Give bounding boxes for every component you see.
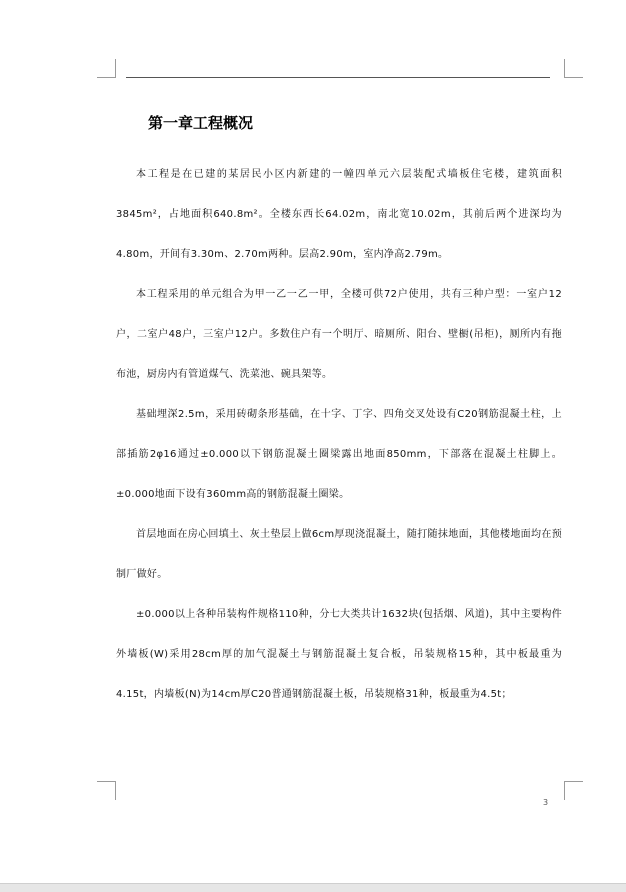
paragraph-components: ±0.000以上各种吊装构件规格110种，分七大类共计1632块(包括烟、风道)，其中主要构件外墙板(W)采用28cm厚的加气混凝土与钢筋混凝土复合板，吊装规格15种，其中板最重为4.15t，内墙板(N)为14cm厚C20普通钢筋混凝土板，吊装规格31种，板最重为4.5t； [116, 609, 562, 700]
paragraph-ground-floor: 首层地面在房心回填土、灰土垫层上做6cm厚现浇混凝土，随打随抹地面，其他楼地面均在预制厂做好。 [116, 529, 562, 580]
crop-mark-bottom-right [564, 781, 583, 800]
crop-mark-top-right [564, 59, 583, 78]
page-number: 3 [543, 798, 549, 807]
body-text [116, 155, 562, 715]
crop-mark-top-left [97, 59, 116, 78]
chapter-title: 第一章工程概况 [148, 114, 254, 132]
header-rule [126, 77, 550, 78]
paragraph-overview: 本工程是在已建的某居民小区内新建的一幢四单元六层装配式墙板住宅楼，建筑面积3845m²，占地面积640.8m²。全楼东西长64.02m，南北宽10.02m，其前后两个进深均为4.80m，开间有3.30m、2.70m两种。层高2.90m，室内净高2.79m。 [116, 169, 562, 260]
crop-mark-bottom-left [97, 781, 116, 800]
paragraph-units: 本工程采用的单元组合为甲一乙一乙一甲，全楼可供72户使用，共有三种户型：一室户12户，二室户48户，三室户12户。多数住户有一个明厅、暗厕所、阳台、壁橱(吊柜)，厕所内有拖布池，厨房内有管道煤气、洗菜池、碗具架等。 [116, 289, 562, 380]
paragraph-foundation: 基础埋深2.5m，采用砖砌条形基础，在十字、丁字、四角交叉处设有C20钢筋混凝土柱，上部插筋2φ16通过±0.000以下钢筋混凝土圈梁露出地面850mm，下部落在混凝土柱脚上。±0.000地面下设有360mm高的钢筋混凝土圈梁。 [116, 409, 562, 500]
